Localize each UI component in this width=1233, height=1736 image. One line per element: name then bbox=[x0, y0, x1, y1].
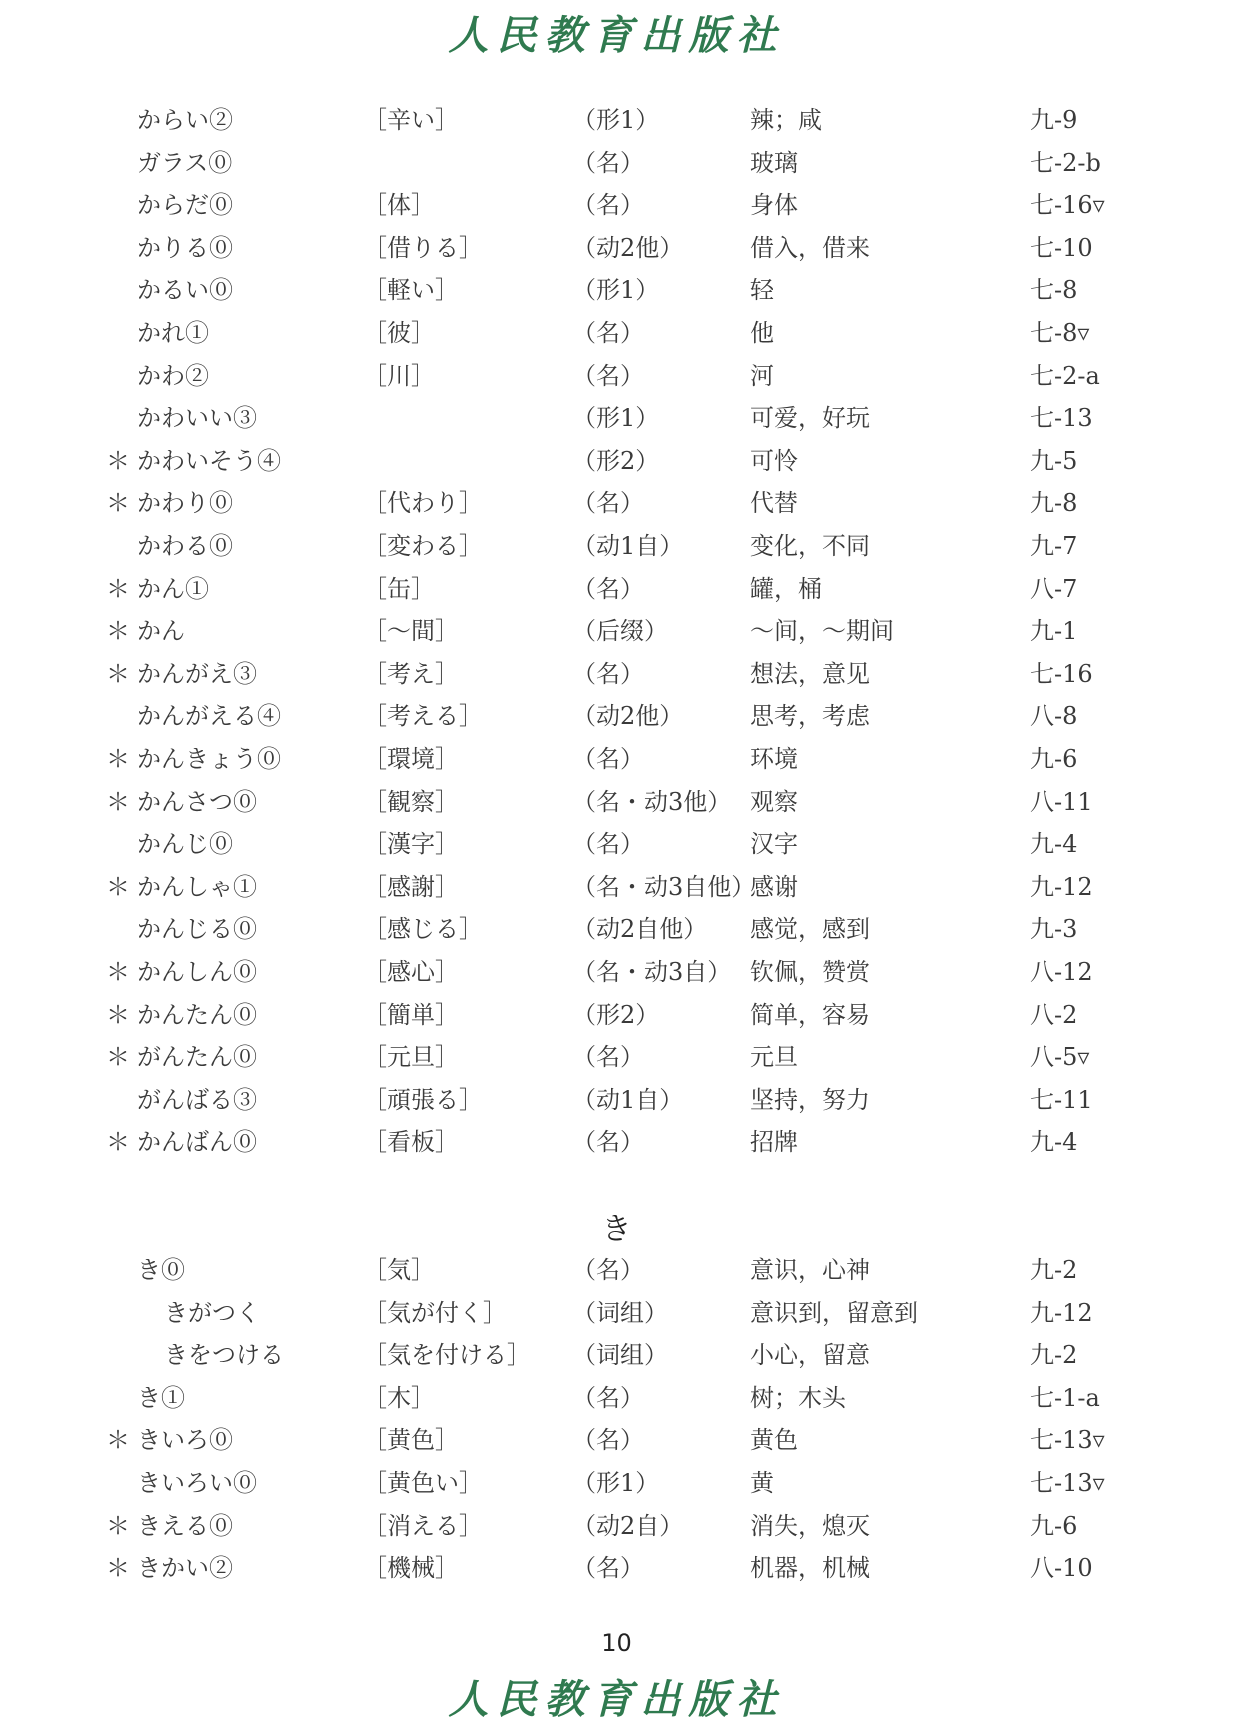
entry-lesson: 七-10 bbox=[1030, 233, 1093, 262]
vocab-entry bbox=[0, 995, 1233, 1035]
entry-kanji: ［黄色い］ bbox=[363, 1469, 483, 1497]
entry-kanji: ［環境］ bbox=[363, 745, 459, 773]
entry-part-of-speech: （动2自） bbox=[572, 1511, 684, 1540]
entry-lesson: 九-9 bbox=[1030, 106, 1078, 134]
entry-meaning: 观察 bbox=[750, 787, 798, 816]
entry-mark: ＊ bbox=[106, 617, 130, 646]
vocab-entry bbox=[0, 1037, 1233, 1077]
entry-part-of-speech: （名） bbox=[572, 1043, 644, 1072]
entry-part-of-speech: （动2他） bbox=[572, 233, 684, 262]
entry-meaning: 他 bbox=[750, 319, 774, 347]
entry-lesson: 八-8 bbox=[1030, 702, 1078, 731]
vocab-entry bbox=[0, 100, 1233, 140]
entry-part-of-speech: （名・动3自他） bbox=[572, 872, 756, 901]
entry-kana: かんじ⓪ bbox=[137, 830, 233, 859]
entry-meaning: 想法，意见 bbox=[750, 659, 870, 688]
entry-kana: きがつく bbox=[164, 1298, 260, 1327]
entry-kanji: ［代わり］ bbox=[363, 489, 483, 518]
entry-mark: ＊ bbox=[106, 872, 130, 901]
entry-lesson: 九-12 bbox=[1030, 1298, 1093, 1327]
entry-meaning: 小心，留意 bbox=[750, 1341, 870, 1370]
entry-meaning: 钦佩，赞赏 bbox=[750, 958, 870, 986]
entry-kanji: ［感謝］ bbox=[363, 872, 459, 901]
vocab-entry bbox=[0, 1293, 1233, 1333]
entry-kana: かん① bbox=[137, 574, 209, 603]
entry-kanji: ［川］ bbox=[363, 361, 435, 390]
entry-kana: かんしゃ① bbox=[137, 872, 257, 901]
entry-kanji: ［黄色］ bbox=[363, 1426, 459, 1455]
entry-meaning: 可爱，好玩 bbox=[750, 404, 870, 433]
entry-kanji: ［機械］ bbox=[363, 1554, 459, 1583]
entry-kana: きいろい⓪ bbox=[137, 1469, 257, 1497]
entry-kana: かわる⓪ bbox=[137, 532, 233, 560]
entry-kana: かんじる⓪ bbox=[137, 915, 257, 944]
entry-meaning: 汉字 bbox=[750, 830, 798, 859]
vocab-entry bbox=[0, 739, 1233, 779]
entry-meaning: 借入，借来 bbox=[750, 233, 870, 262]
entry-kana: きいろ⓪ bbox=[137, 1426, 233, 1455]
vocab-entry bbox=[0, 228, 1233, 268]
vocab-entry bbox=[0, 1378, 1233, 1418]
entry-lesson: 七-13▿ bbox=[1030, 1426, 1105, 1455]
entry-lesson: 九-2 bbox=[1030, 1256, 1078, 1284]
entry-kanji: ［気が付く］ bbox=[363, 1298, 507, 1327]
entry-mark: ＊ bbox=[106, 1511, 130, 1540]
entry-mark: ＊ bbox=[106, 659, 130, 688]
entry-part-of-speech: （形2） bbox=[572, 1000, 660, 1029]
entry-part-of-speech: （形2） bbox=[572, 446, 660, 475]
entry-kanji: ［～間］ bbox=[363, 617, 459, 646]
entry-kana: かんがえる④ bbox=[137, 702, 281, 731]
vocab-entry bbox=[0, 398, 1233, 438]
entry-lesson: 八-11 bbox=[1030, 787, 1093, 816]
entry-meaning: 意识到，留意到 bbox=[750, 1298, 918, 1327]
vocab-entry bbox=[0, 1250, 1233, 1290]
entry-kana: かんさつ⓪ bbox=[137, 787, 257, 816]
entry-mark: ＊ bbox=[106, 1128, 130, 1157]
entry-lesson: 八-12 bbox=[1030, 958, 1093, 986]
entry-lesson: 八-10 bbox=[1030, 1554, 1093, 1583]
entry-kana: かるい⓪ bbox=[137, 276, 233, 305]
vocab-entry bbox=[0, 483, 1233, 523]
entry-kanji: ［看板］ bbox=[363, 1128, 459, 1157]
entry-part-of-speech: （名） bbox=[572, 319, 644, 347]
entry-mark: ＊ bbox=[106, 446, 130, 475]
vocab-entry bbox=[0, 654, 1233, 694]
entry-lesson: 九-2 bbox=[1030, 1341, 1078, 1370]
publisher-logo-bottom: 人民教育出版社 bbox=[448, 1676, 785, 1723]
entry-meaning: 消失，熄灭 bbox=[750, 1511, 870, 1540]
entry-lesson: 八-2 bbox=[1030, 1000, 1078, 1029]
entry-lesson: 七-2-a bbox=[1030, 361, 1100, 390]
entry-kana: かんがえ③ bbox=[137, 659, 257, 688]
entry-lesson: 七-16 bbox=[1030, 659, 1093, 688]
vocab-entry bbox=[0, 1335, 1233, 1375]
entry-meaning: 轻 bbox=[750, 276, 774, 305]
entry-kanji: ［軽い］ bbox=[363, 276, 459, 305]
entry-kana: かわ② bbox=[137, 361, 209, 390]
entry-meaning: 代替 bbox=[750, 489, 798, 518]
entry-kana: かん bbox=[137, 617, 185, 646]
entry-part-of-speech: （名） bbox=[572, 489, 644, 518]
entry-kanji: ［考える］ bbox=[363, 702, 483, 731]
vocab-entry bbox=[0, 824, 1233, 864]
entry-mark: ＊ bbox=[106, 1426, 130, 1455]
entry-part-of-speech: （名） bbox=[572, 574, 644, 603]
entry-part-of-speech: （名） bbox=[572, 1128, 644, 1157]
entry-part-of-speech: （名） bbox=[572, 1426, 644, 1455]
entry-meaning: ～间，～期间 bbox=[750, 617, 894, 646]
entry-part-of-speech: （名・动3自） bbox=[572, 958, 732, 986]
vocab-entry bbox=[0, 1080, 1233, 1120]
entry-kana: かんしん⓪ bbox=[137, 958, 257, 986]
entry-lesson: 七-8▿ bbox=[1030, 319, 1090, 347]
entry-part-of-speech: （名） bbox=[572, 361, 644, 390]
entry-kana: がんばる③ bbox=[137, 1085, 257, 1114]
entry-mark: ＊ bbox=[106, 489, 130, 518]
entry-lesson: 九-3 bbox=[1030, 915, 1078, 944]
entry-lesson: 九-8 bbox=[1030, 489, 1078, 518]
vocab-entry bbox=[0, 441, 1233, 481]
entry-kanji: ［漢字］ bbox=[363, 830, 459, 859]
entry-meaning: 变化，不同 bbox=[750, 532, 870, 560]
entry-lesson: 九-4 bbox=[1030, 1128, 1078, 1157]
entry-meaning: 黄色 bbox=[750, 1426, 798, 1455]
entry-mark: ＊ bbox=[106, 787, 130, 816]
entry-kanji: ［木］ bbox=[363, 1383, 435, 1412]
entry-part-of-speech: （名） bbox=[572, 659, 644, 688]
entry-meaning: 思考，考虑 bbox=[750, 702, 870, 731]
entry-meaning: 河 bbox=[750, 361, 774, 390]
entry-part-of-speech: （名） bbox=[572, 1383, 644, 1412]
vocab-entry bbox=[0, 526, 1233, 566]
entry-lesson: 九-7 bbox=[1030, 532, 1078, 560]
entry-kanji: ［簡単］ bbox=[363, 1000, 459, 1029]
vocab-entry bbox=[0, 143, 1233, 183]
entry-kanji: ［彼］ bbox=[363, 319, 435, 347]
entry-part-of-speech: （形1） bbox=[572, 404, 660, 433]
entry-lesson: 七-8 bbox=[1030, 276, 1078, 305]
entry-lesson: 七-13 bbox=[1030, 404, 1093, 433]
entry-meaning: 感觉，感到 bbox=[750, 915, 870, 944]
entry-kanji: ［感じる］ bbox=[363, 915, 483, 944]
vocab-entry bbox=[0, 909, 1233, 949]
entry-kana: き① bbox=[137, 1383, 185, 1412]
entry-kanji: ［元旦］ bbox=[363, 1043, 459, 1072]
entry-kana: ガラス⓪ bbox=[137, 148, 233, 177]
entry-kanji: ［感心］ bbox=[363, 958, 459, 986]
entry-part-of-speech: （词组） bbox=[572, 1298, 668, 1327]
entry-meaning: 坚持，努力 bbox=[750, 1085, 870, 1114]
entry-part-of-speech: （形1） bbox=[572, 276, 660, 305]
entry-part-of-speech: （词组） bbox=[572, 1341, 668, 1370]
entry-kana: かわいそう④ bbox=[137, 446, 281, 475]
entry-lesson: 九-1 bbox=[1030, 617, 1078, 646]
entry-kanji: ［観察］ bbox=[363, 787, 459, 816]
vocab-entry bbox=[0, 1122, 1233, 1162]
vocab-entry bbox=[0, 952, 1233, 992]
entry-meaning: 元旦 bbox=[750, 1043, 798, 1072]
entry-kana: がんたん⓪ bbox=[137, 1043, 257, 1072]
entry-meaning: 身体 bbox=[750, 191, 798, 220]
entry-kanji: ［体］ bbox=[363, 191, 435, 220]
entry-meaning: 感谢 bbox=[750, 872, 798, 901]
vocab-entry bbox=[0, 1548, 1233, 1588]
entry-kana: き⓪ bbox=[137, 1256, 185, 1284]
entry-part-of-speech: （名） bbox=[572, 148, 644, 177]
entry-part-of-speech: （动2他） bbox=[572, 702, 684, 731]
vocab-entry bbox=[0, 867, 1233, 907]
publisher-logo-top: 人民教育出版社 bbox=[448, 12, 785, 59]
entry-meaning: 简单，容易 bbox=[750, 1000, 870, 1029]
entry-part-of-speech: （动2自他） bbox=[572, 915, 708, 944]
vocab-entry bbox=[0, 569, 1233, 609]
entry-part-of-speech: （动1自） bbox=[572, 1085, 684, 1114]
entry-mark: ＊ bbox=[106, 1043, 130, 1072]
entry-kanji: ［考え］ bbox=[363, 659, 459, 688]
entry-part-of-speech: （形1） bbox=[572, 1469, 660, 1497]
vocab-entry bbox=[0, 185, 1233, 225]
entry-meaning: 意识，心神 bbox=[750, 1256, 870, 1284]
entry-meaning: 罐，桶 bbox=[750, 574, 822, 603]
entry-meaning: 可怜 bbox=[750, 446, 798, 475]
entry-kana: かりる⓪ bbox=[137, 233, 233, 262]
entry-mark: ＊ bbox=[106, 958, 130, 986]
entry-mark: ＊ bbox=[106, 1000, 130, 1029]
entry-kanji: ［借りる］ bbox=[363, 233, 483, 262]
entry-mark: ＊ bbox=[106, 574, 130, 603]
entry-part-of-speech: （名・动3他） bbox=[572, 787, 732, 816]
entry-lesson: 九-5 bbox=[1030, 446, 1078, 475]
entry-kanji: ［気を付ける］ bbox=[363, 1341, 531, 1370]
entry-kanji: ［頑張る］ bbox=[363, 1085, 483, 1114]
entry-part-of-speech: （形1） bbox=[572, 106, 660, 134]
entry-meaning: 辣；咸 bbox=[750, 106, 822, 134]
entry-meaning: 黄 bbox=[750, 1469, 774, 1497]
entry-kanji: ［辛い］ bbox=[363, 106, 459, 134]
page-number: 10 bbox=[601, 1629, 632, 1657]
entry-kanji: ［消える］ bbox=[363, 1511, 483, 1540]
entry-lesson: 九-12 bbox=[1030, 872, 1093, 901]
entry-kana: からい② bbox=[137, 106, 233, 134]
vocab-entry bbox=[0, 611, 1233, 651]
vocab-entry bbox=[0, 782, 1233, 822]
entry-kana: かんたん⓪ bbox=[137, 1000, 257, 1029]
entry-meaning: 环境 bbox=[750, 745, 798, 773]
section-heading-ki: き bbox=[601, 1212, 632, 1247]
entry-lesson: 七-11 bbox=[1030, 1085, 1093, 1114]
entry-kanji: ［変わる］ bbox=[363, 532, 483, 560]
entry-kana: かわいい③ bbox=[137, 404, 257, 433]
entry-kana: きえる⓪ bbox=[137, 1511, 233, 1540]
vocab-entry bbox=[0, 696, 1233, 736]
vocab-entry bbox=[0, 1420, 1233, 1460]
entry-kana: かんきょう⓪ bbox=[137, 745, 281, 773]
entry-mark: ＊ bbox=[106, 1554, 130, 1583]
entry-mark: ＊ bbox=[106, 745, 130, 773]
entry-kana: きかい② bbox=[137, 1554, 233, 1583]
entry-lesson: 七-16▿ bbox=[1030, 191, 1105, 220]
entry-lesson: 七-2-b bbox=[1030, 148, 1101, 177]
vocab-entry bbox=[0, 356, 1233, 396]
entry-meaning: 玻璃 bbox=[750, 148, 798, 177]
vocab-entry bbox=[0, 270, 1233, 310]
entry-kana: かんばん⓪ bbox=[137, 1128, 257, 1157]
entry-lesson: 七-13▿ bbox=[1030, 1469, 1105, 1497]
entry-part-of-speech: （名） bbox=[572, 191, 644, 220]
entry-lesson: 九-6 bbox=[1030, 1511, 1078, 1540]
entry-part-of-speech: （名） bbox=[572, 745, 644, 773]
entry-kana: きをつける bbox=[164, 1341, 284, 1370]
entry-lesson: 八-5▿ bbox=[1030, 1043, 1090, 1072]
entry-part-of-speech: （名） bbox=[572, 1256, 644, 1284]
entry-lesson: 九-4 bbox=[1030, 830, 1078, 859]
vocab-entry bbox=[0, 1463, 1233, 1503]
entry-part-of-speech: （名） bbox=[572, 1554, 644, 1583]
entry-meaning: 机器，机械 bbox=[750, 1554, 870, 1583]
entry-kanji: ［気］ bbox=[363, 1256, 435, 1284]
entry-kana: かれ① bbox=[137, 319, 209, 347]
entry-part-of-speech: （名） bbox=[572, 830, 644, 859]
entry-kanji: ［缶］ bbox=[363, 574, 435, 603]
entry-lesson: 八-7 bbox=[1030, 574, 1078, 603]
entry-meaning: 招牌 bbox=[750, 1128, 798, 1157]
entry-kana: かわり⓪ bbox=[137, 489, 233, 518]
entry-kana: からだ⓪ bbox=[137, 191, 233, 220]
entry-lesson: 七-1-a bbox=[1030, 1383, 1100, 1412]
entry-lesson: 九-6 bbox=[1030, 745, 1078, 773]
vocab-entry bbox=[0, 1506, 1233, 1546]
vocab-entry bbox=[0, 313, 1233, 353]
entry-part-of-speech: （后缀） bbox=[572, 617, 668, 646]
entry-meaning: 树；木头 bbox=[750, 1383, 846, 1412]
entry-part-of-speech: （动1自） bbox=[572, 532, 684, 560]
